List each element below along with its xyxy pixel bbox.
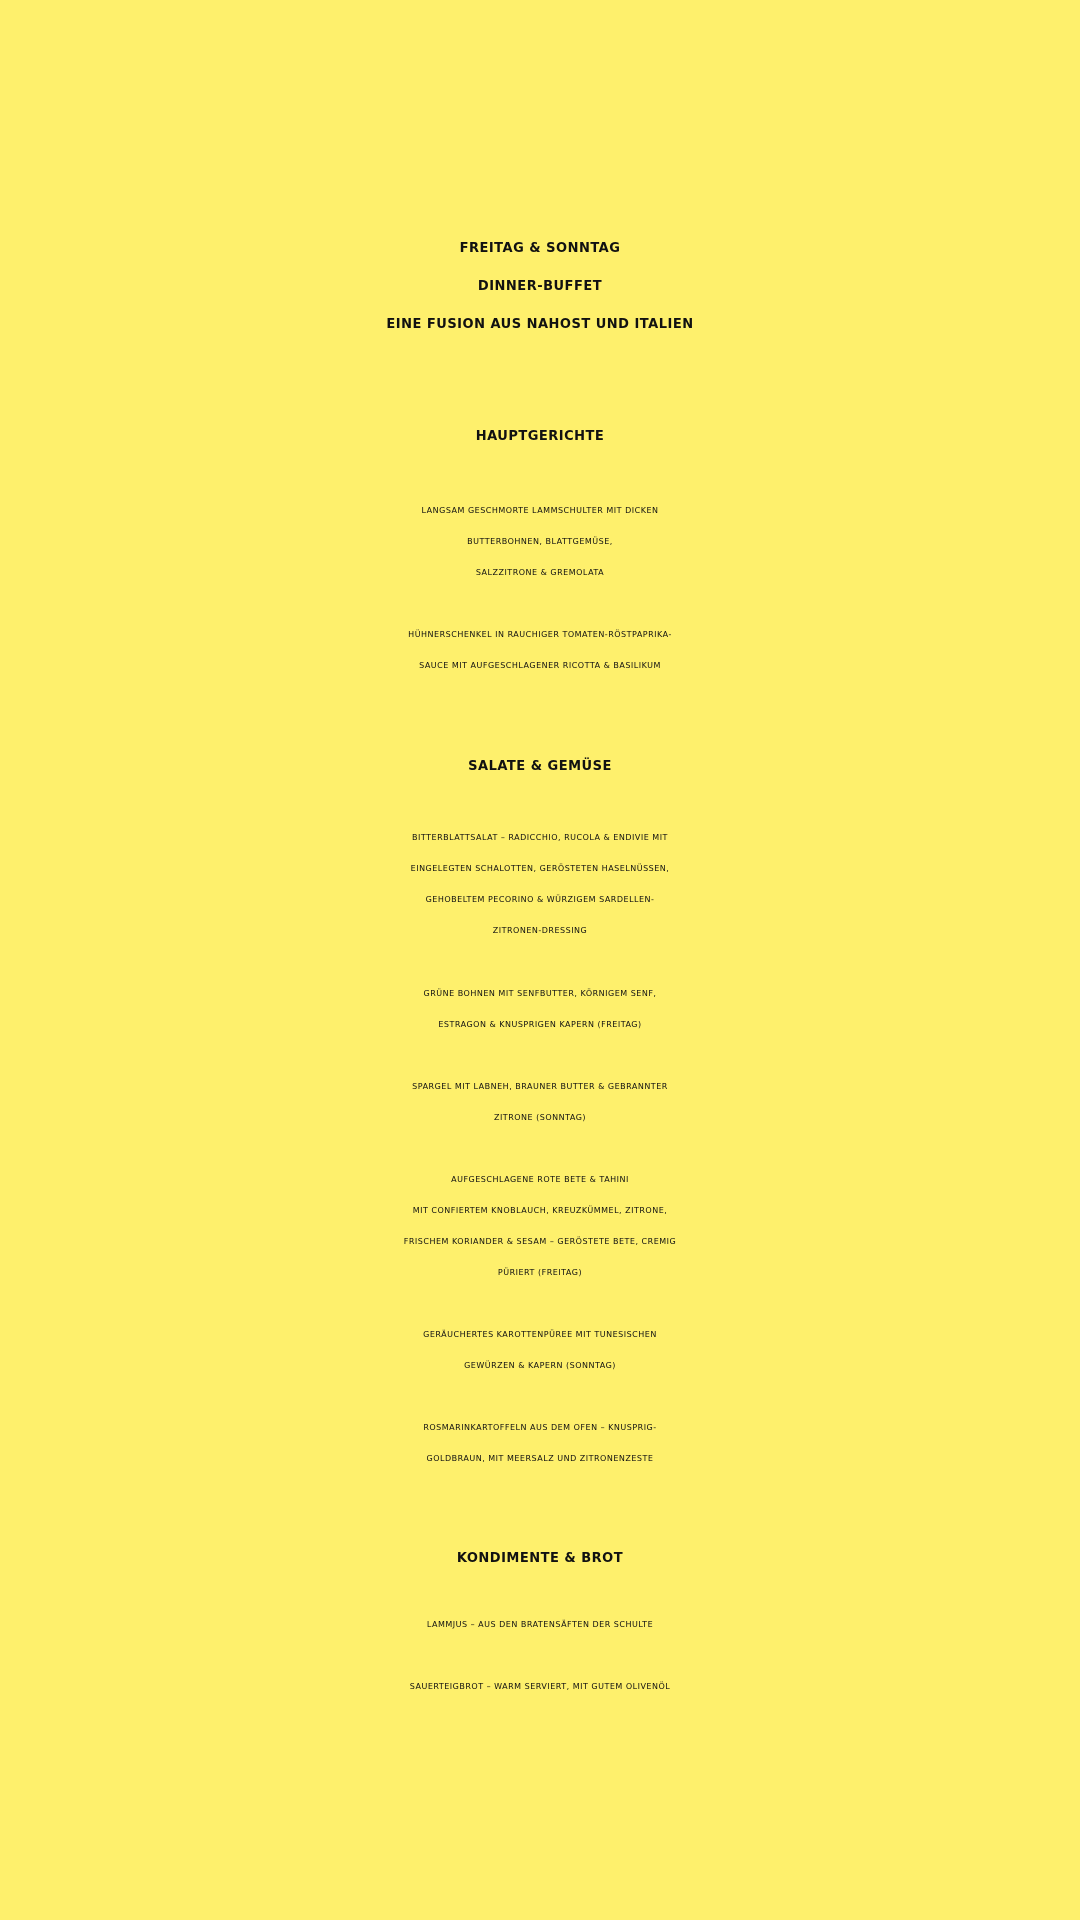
menu-item-line: FRISCHEM KORIANDER & SESAM – GERÖSTETE BETE, CREMIG	[403, 1237, 677, 1246]
section-heading-salate: SALATE & GEMÜSE	[468, 759, 612, 774]
menu-item-line: GEHOBELTEM PECORINO & WÜRZIGEM SARDELLEN-	[425, 895, 655, 904]
menu-item-line: SAUERTEIGBROT – WARM SERVIERT, MIT GUTEM OLIVENÖL	[409, 1682, 671, 1691]
menu-item-line: GOLDBRAUN, MIT MEERSALZ UND ZITRONENZESTE	[426, 1454, 654, 1463]
menu-item-line: LAMMJUS – AUS DEN BRATENSÄFTEN DER SCHULTE	[426, 1620, 654, 1629]
menu-item-line: EINGELEGTEN SCHALOTTEN, GERÖSTETEN HASELNÜSSEN,	[410, 864, 670, 873]
title-line-theme: EINE FUSION AUS NAHOST UND ITALIEN	[386, 317, 694, 332]
menu-item-line: GRÜNE BOHNEN MIT SENFBUTTER, KÖRNIGEM SENF,	[423, 989, 657, 998]
menu-item-line: PÜRIERT (FREITAG)	[497, 1268, 583, 1277]
menu-item-line: ZITRONE (SONNTAG)	[493, 1113, 587, 1122]
menu-item-line: SAUCE MIT AUFGESCHLAGENER RICOTTA & BASILIKUM	[419, 661, 661, 670]
menu-item-line: LANGSAM GESCHMORTE LAMMSCHULTER MIT DICKEN	[421, 506, 659, 515]
section-heading-hauptgerichte: HAUPTGERICHTE	[475, 429, 605, 444]
menu-item-line: MIT CONFIERTEM KNOBLAUCH, KREUZKÜMMEL, ZITRONE,	[412, 1206, 668, 1215]
menu-item-line: GEWÜRZEN & KAPERN (SONNTAG)	[464, 1361, 616, 1370]
menu-item-line: BUTTERBOHNEN, BLATTGEMÜSE,	[467, 537, 613, 546]
menu-item-line: AUFGESCHLAGENE ROTE BETE & TAHINI	[451, 1175, 629, 1184]
menu-item-line: ESTRAGON & KNUSPRIGEN KAPERN (FREITAG)	[438, 1020, 642, 1029]
menu-item-line: ROSMARINKARTOFFELN AUS DEM OFEN – KNUSPRIG-	[423, 1423, 657, 1432]
section-heading-kondimente: KONDIMENTE & BROT	[456, 1551, 624, 1566]
title-line-days: FREITAG & SONNTAG	[459, 241, 621, 256]
menu-item-line: SPARGEL MIT LABNEH, BRAUNER BUTTER & GEBRANNTER	[412, 1082, 668, 1091]
menu-item-line: HÜHNERSCHENKEL IN RAUCHIGER TOMATEN-RÖSTPAPRIKA-	[408, 630, 672, 639]
menu-item-line: GERÄUCHERTES KAROTTENPÜREE MIT TUNESISCHEN	[423, 1330, 657, 1339]
menu-item-line: ZITRONEN-DRESSING	[492, 926, 588, 935]
title-line-event: DINNER-BUFFET	[477, 279, 603, 294]
menu-item-line: BITTERBLATTSALAT – RADICCHIO, RUCOLA & ENDIVIE MIT	[412, 833, 668, 842]
menu-item-line: SALZZITRONE & GREMOLATA	[475, 568, 605, 577]
